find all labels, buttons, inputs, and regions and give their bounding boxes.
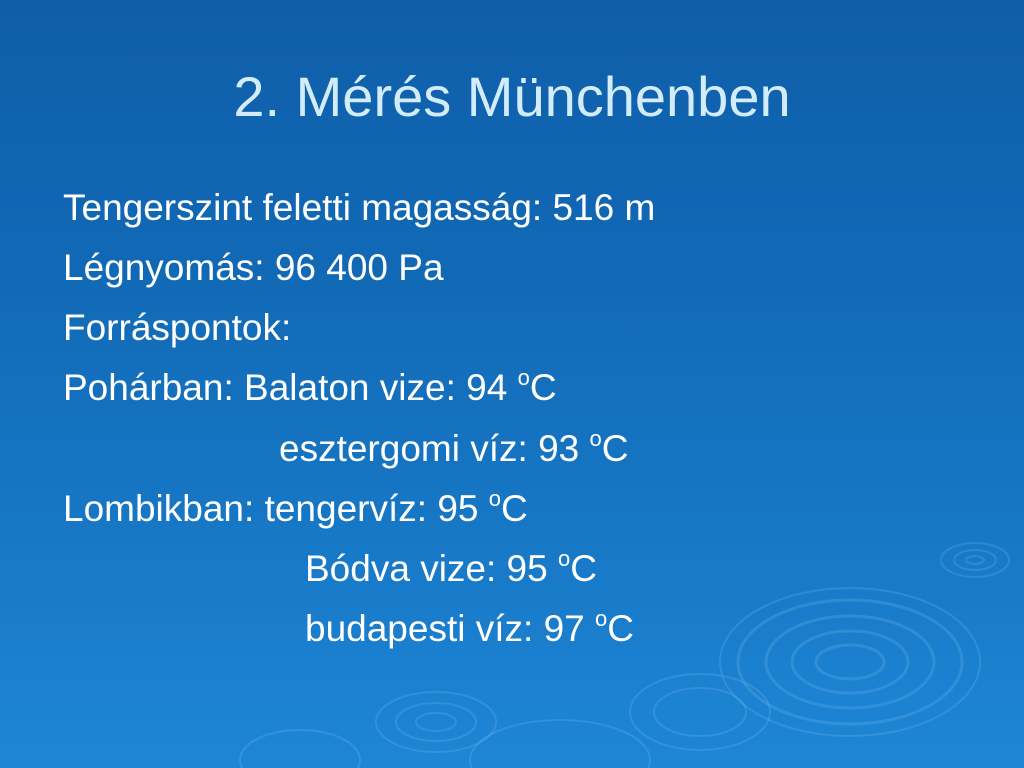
unit-text: C — [601, 428, 629, 469]
degree-superscript: o — [557, 545, 571, 571]
line-text: Bódva vize: 95 — [305, 548, 558, 589]
line-text: Forráspontok: — [63, 307, 292, 348]
degree-superscript: o — [589, 425, 602, 451]
body-line-bodva — [305, 547, 597, 591]
body-line-seawater — [63, 487, 528, 531]
line-text: Légnyomás: 96 400 Pa — [63, 247, 444, 288]
line-text: Pohárban: Balaton vize: 94 — [63, 367, 518, 408]
unit-text: C — [501, 488, 528, 529]
degree-superscript: o — [517, 364, 530, 390]
body-line-budapest — [305, 607, 634, 651]
degree-superscript: o — [488, 485, 502, 511]
line-text: Lombikban: tengervíz: 95 — [63, 488, 489, 529]
unit-text: C — [607, 608, 635, 649]
line-text: Tengerszint feletti magasság: 516 m — [63, 187, 656, 228]
body-line-esztergom — [279, 427, 629, 471]
body-line-boiling-points — [63, 306, 291, 350]
slide-title: 2. Mérés Münchenben — [233, 65, 791, 128]
line-text: budapesti víz: 97 — [305, 608, 596, 649]
body-line-pressure — [63, 246, 444, 290]
body-line-altitude — [63, 186, 655, 230]
unit-text: C — [570, 548, 597, 589]
degree-superscript: o — [595, 605, 608, 631]
line-text: esztergomi víz: 93 — [279, 428, 590, 469]
body-line-balaton — [63, 366, 557, 410]
unit-text: C — [529, 367, 557, 408]
